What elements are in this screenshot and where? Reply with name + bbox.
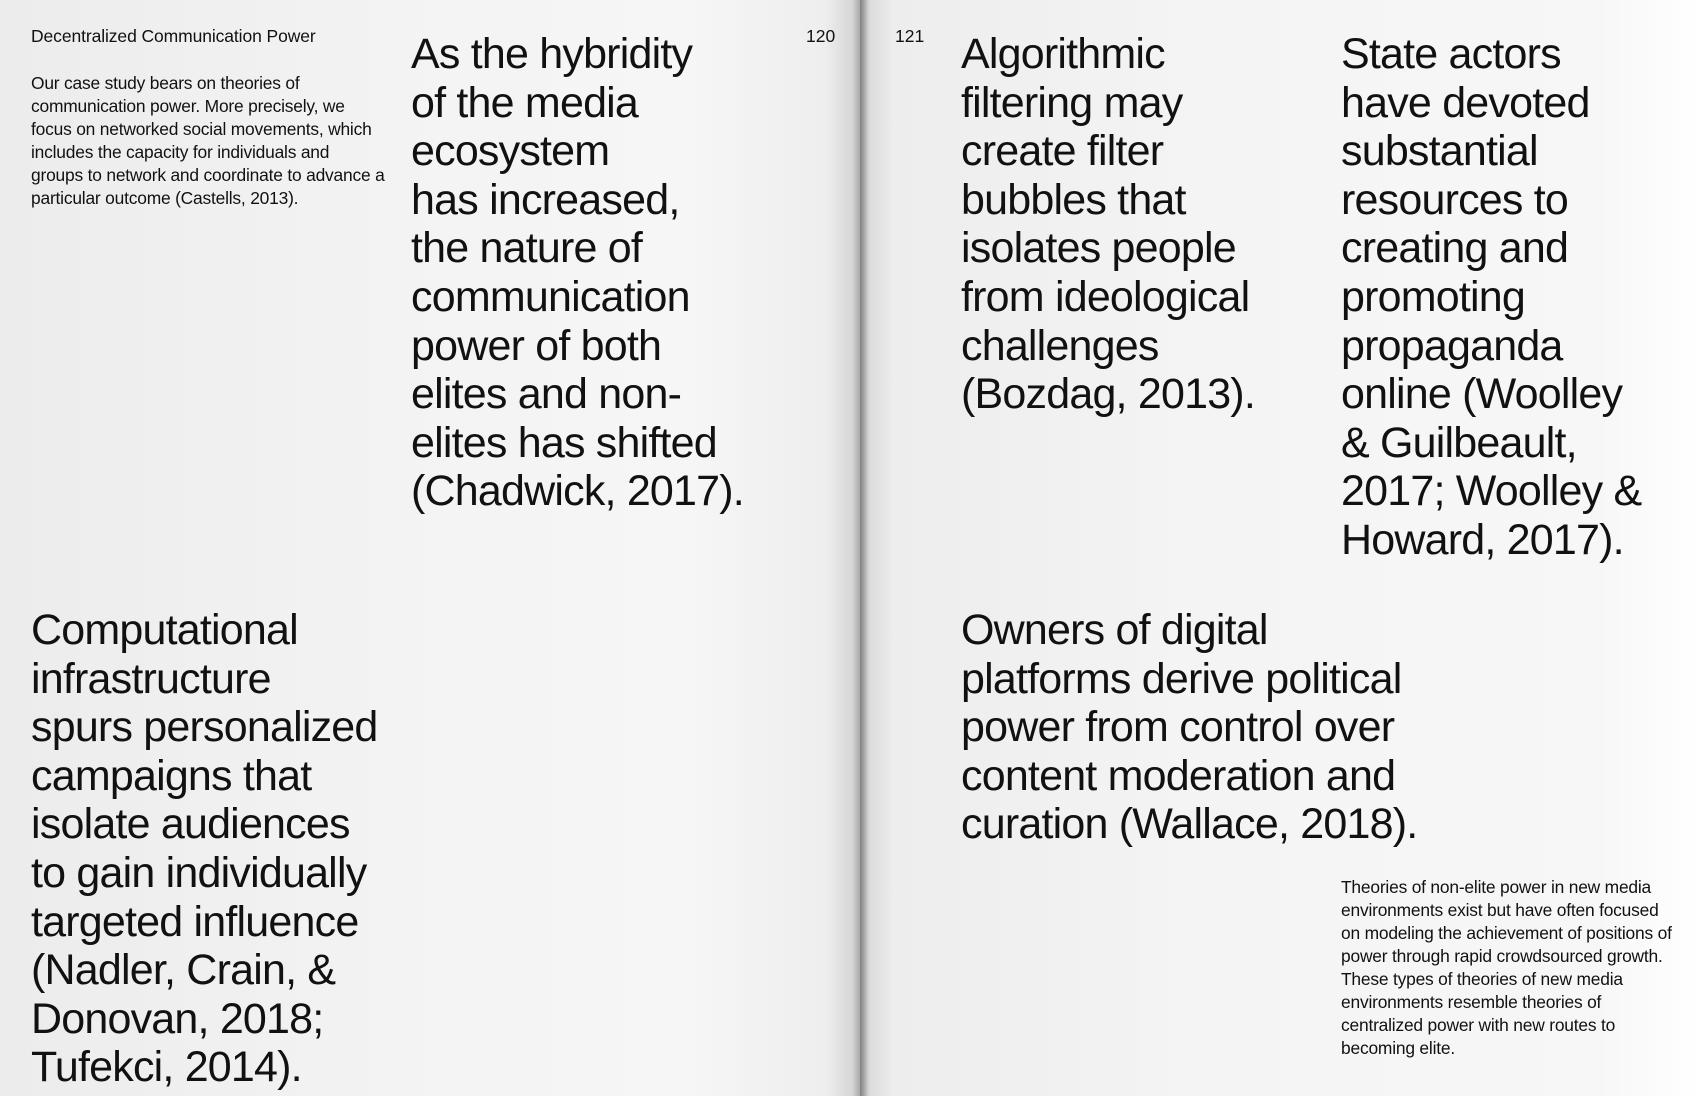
pull-quote-owners: Owners of digital platforms derive political power from control over content moderation and curation (Wallace, 2018). (961, 606, 1418, 849)
right-page (860, 0, 1701, 1096)
page-number-right: 121 (895, 26, 925, 46)
intro-paragraph: Our case study bears on theories of communication power. More precisely, we focus on networked social movements, which includes the capacity for individuals and groups to network and coordinate to advance a particular outcome (Castells, 2013). (31, 73, 385, 208)
running-head: Decentralized Communication Power (31, 26, 316, 46)
book-gutter (852, 0, 868, 1096)
pull-quote-algorithmic: Algorithmic filtering may create filter bubbles that isolates people from ideological challenges (Bozdag, 2013). (961, 30, 1255, 419)
pull-quote-state-actors: State actors have devoted substantial resources to creating and promoting propaganda online (Woolley & Guilbeault, 2017; Woolley & Howard, 2017). (1341, 30, 1642, 564)
pull-quote-hybridity: As the hybridity of the media ecosystem has increased, the nature of communication power of both elites and non- elites has shifted (Chadwick, 2017). (411, 30, 744, 516)
closing-paragraph: Theories of non-elite power in new media environments exist but have often focused on modeling the achievement of positions of power through rapid crowdsourced growth. These types of theories of new media environments resemble theories of centralized power with new routes to becoming elite. (1341, 877, 1672, 1058)
pull-quote-computational: Computational infrastructure spurs personalized campaigns that isolate audiences to gain individually targeted influence (Nadler, Crain, & Donovan, 2018; Tufekci, 2014). (31, 606, 378, 1092)
page-number-left: 120 (806, 26, 836, 46)
